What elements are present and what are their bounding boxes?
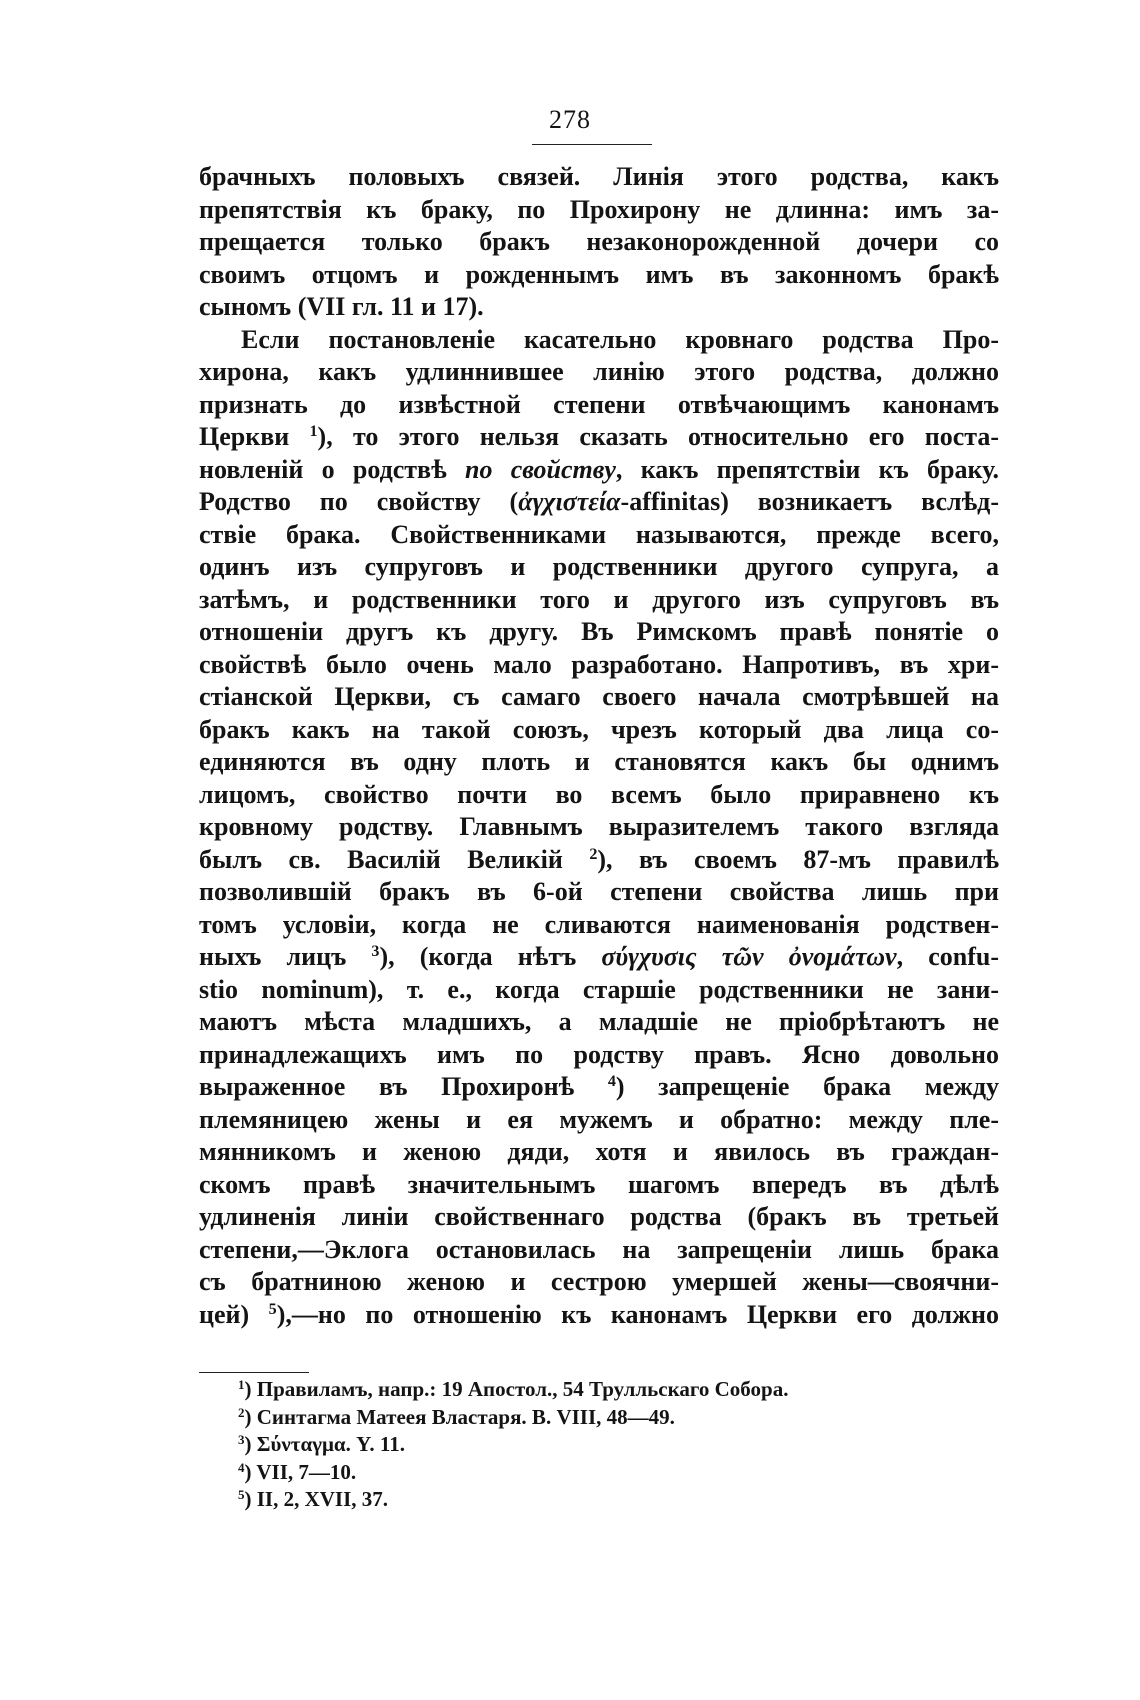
page-number: 278 [549, 105, 591, 134]
text-line [199, 1299, 999, 1332]
footnote-text: ) VII, 7—10. [244, 1459, 357, 1484]
text-line [199, 1071, 999, 1104]
italic-term: по свойству [464, 454, 616, 484]
greek-term: σύγχυσις τῶν ὀνομάτων [601, 942, 897, 971]
footnote-text: ) Σύνταγμα. Y. 11. [244, 1432, 405, 1456]
footnote [238, 1376, 788, 1404]
footnote-marker: 3 [238, 1431, 245, 1447]
text-line: затѣмъ, и родственники того и другого изъ супруговъ въ [199, 584, 999, 614]
footnote-ref: 2 [589, 845, 598, 863]
text-line: съ братниною женою и сестрою умершей жены—своячни- [199, 1267, 999, 1296]
footnote-ref: 1 [309, 423, 318, 441]
footnote-text: ) Правиламъ, напр.: 19 Апостол., 54 Трулльскаго Собора. [244, 1377, 789, 1401]
text-line: stio nominum), т. е., когда старшіе родственники не зани- [199, 974, 999, 1004]
text-line: брачныхъ половыхъ связей. Линія этого родства, какъ [199, 162, 999, 191]
text-line: Если постановленіе касательно кровнаго родства Про- [241, 324, 999, 354]
text-line: томъ условіи, когда не сливаются наименованія родствен- [199, 909, 999, 939]
text-line: степени,—Эклога остановилась на запрещеніи лишь брака [199, 1234, 999, 1264]
text-run: ), въ своемъ 87-мъ правилѣ [597, 844, 999, 874]
text-run: Родство по свойству ( [199, 487, 519, 516]
footnote-ref: 3 [371, 943, 380, 961]
footnote-separator [199, 1372, 309, 1373]
text-line [199, 421, 999, 454]
footnote-marker: 2 [238, 1404, 245, 1420]
text-run: новленій о родствѣ [199, 454, 465, 484]
footnote-marker: 5 [238, 1486, 245, 1502]
text-run: ), то этого нельзя сказать относительно его поста- [317, 422, 999, 451]
footnote-marker: 4 [238, 1459, 245, 1475]
footnote-marker: 1 [238, 1376, 245, 1392]
text-line: препятствія къ браку, по Прохирону не длинна: имъ за- [199, 194, 999, 224]
text-run: , какъ препятствіи къ браку. [615, 454, 1000, 484]
footnote-ref: 4 [607, 1073, 616, 1091]
text-line: бракъ какъ на такой союзъ, чрезъ который два лица со- [199, 714, 999, 744]
footnote [238, 1486, 788, 1514]
text-run: цей) [199, 1299, 269, 1329]
text-line: стіанской Церкви, съ самаго своего начала смотрѣвшей на [199, 682, 999, 711]
text-run: былъ св. Василій Великій [199, 844, 590, 874]
text-line: удлиненія линіи свойственнаго родства (бракъ въ третьей [199, 1202, 999, 1231]
text-line [199, 844, 999, 877]
text-line: одинъ изъ супруговъ и родственники другого супруга, а [199, 552, 999, 581]
footnote [238, 1404, 788, 1432]
text-line: принадлежащихъ имъ по родству правъ. Ясно довольно [199, 1039, 999, 1069]
text-line: ствіе брака. Свойственниками называются, прежде всего, [199, 519, 999, 549]
text-line [199, 454, 999, 487]
text-line: сыномъ (VII гл. 11 и 17). [199, 292, 484, 321]
text-run: -affinitas) возникаетъ вслѣд- [620, 487, 999, 516]
page-number-rule [532, 144, 652, 145]
footnotes [238, 1376, 788, 1514]
text-line: мянникомъ и женою дяди, хотя и явилось въ граждан- [199, 1137, 999, 1166]
text-run: ) запрещеніе брака между [615, 1072, 999, 1101]
footnote-text: ) Синтагма Матеея Властаря. В. VIII, 48—49. [244, 1404, 675, 1429]
text-run: Церкви [199, 422, 310, 451]
text-line: свойствѣ было очень мало разработано. Напротивъ, въ хри- [199, 649, 999, 679]
text-line [199, 486, 999, 519]
text-line: прещается только бракъ незаконорожденной дочери со [199, 227, 999, 256]
text-line: единяются въ одну плоть и становятся какъ бы однимъ [199, 747, 999, 776]
text-run: ),—но по отношенію къ канонамъ Церкви его должно [276, 1299, 999, 1329]
greek-term: ἀγχιστεία [518, 487, 621, 516]
text-line: позволившій бракъ въ 6-ой степени свойства лишь при [199, 877, 999, 906]
text-line: отношеніи другъ къ другу. Въ Римскомъ правѣ понятіе о [199, 617, 999, 646]
text-run: ныхъ лицъ [199, 942, 372, 971]
text-run: ), (когда нѣтъ [379, 942, 602, 971]
footnote [238, 1431, 788, 1459]
text-line [199, 941, 999, 974]
body-text [199, 161, 999, 1331]
text-run: выраженное въ Прохиронѣ [199, 1072, 608, 1101]
text-line: хирона, какъ удлиннившее линію этого родства, должно [199, 357, 999, 386]
text-line: своимъ отцомъ и рожденнымъ имъ въ законномъ бракѣ [199, 259, 999, 289]
footnote [238, 1459, 788, 1487]
text-line: признать до извѣстной степени отвѣчающимъ канонамъ [199, 389, 999, 419]
text-line: племяницею жены и ея мужемъ и обратно: между пле- [199, 1104, 999, 1134]
text-line: кровному родству. Главнымъ выразителемъ такого взгляда [199, 812, 999, 841]
footnote-ref: 5 [268, 1300, 277, 1318]
footnote-text: ) II, 2, XVII, 37. [244, 1487, 389, 1511]
text-line: скомъ правѣ значительнымъ шагомъ впередъ въ дѣлѣ [199, 1169, 999, 1199]
text-run: , confu- [896, 942, 999, 971]
text-line: маютъ мѣста младшихъ, а младшіе не пріобрѣтаютъ не [199, 1007, 999, 1036]
text-line: лицомъ, свойство почти во всемъ было приравнено къ [199, 779, 999, 809]
